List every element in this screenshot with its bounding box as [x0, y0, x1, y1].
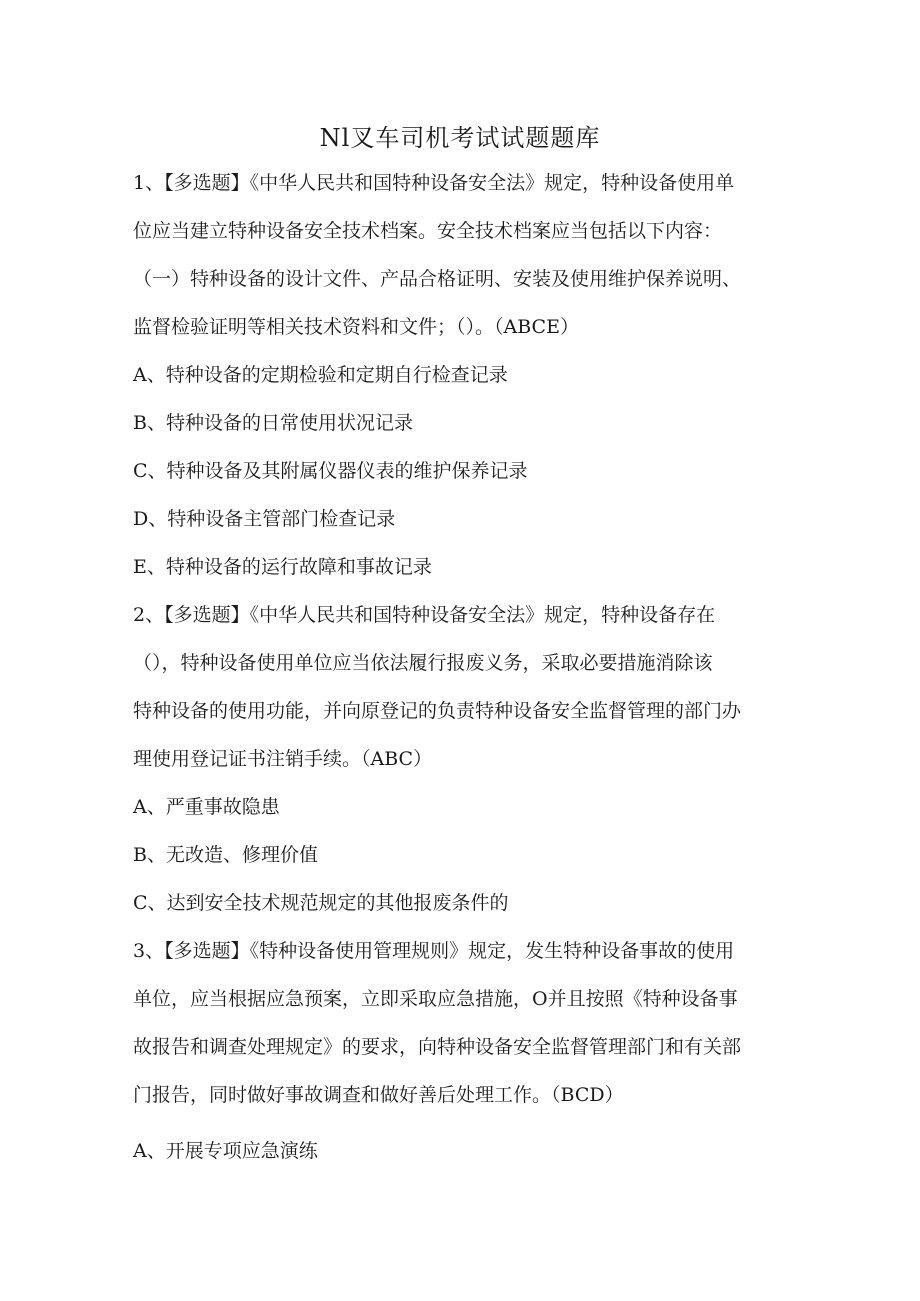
- q1-line-2: 位应当建立特种设备安全技术档案。安全技术档案应当包括以下内容：: [133, 220, 723, 242]
- q1-option-e: E、特种设备的运行故障和事故记录: [133, 556, 432, 578]
- document-title: Nl叉车司机考试试题题库: [319, 124, 601, 152]
- q3-line-2: 单位，应当根据应急预案，立即采取应急措施，O并且按照《特种设备事: [133, 988, 738, 1010]
- q2-option-b: B、无改造、修理价值: [133, 844, 318, 866]
- q2-option-c: C、达到安全技术规范规定的其他报废条件的: [133, 892, 509, 914]
- q1-line-3: （一）特种设备的设计文件、产品合格证明、安装及使用维护保养说明、: [133, 268, 742, 290]
- q2-line-4: 理使用登记证书注销手续。（ABC）: [133, 748, 433, 770]
- q3-line-3: 故报告和调查处理规定》的要求，向特种设备安全监督管理部门和有关部: [133, 1036, 742, 1058]
- q3-line-1: 3、【多选题】《特种设备使用管理规则》规定，发生特种设备事故的使用: [133, 940, 735, 962]
- q1-option-b: B、特种设备的日常使用状况记录: [133, 412, 413, 434]
- q1-option-c: C、特种设备及其附属仪器仪表的维护保养记录: [133, 460, 528, 482]
- q2-line-2: （），特种设备使用单位应当依法履行报废义务，采取必要措施消除该: [133, 652, 713, 674]
- q2-line-3: 特种设备的使用功能，并向原登记的负责特种设备安全监督管理的部门办: [133, 700, 742, 722]
- q3-option-a: A、开展专项应急演练: [133, 1140, 318, 1162]
- q1-line-1: 1、【多选题】《中华人民共和国特种设备安全法》规定，特种设备使用单: [133, 172, 735, 194]
- q2-option-a: A、严重事故隐患: [133, 796, 280, 818]
- q1-option-a: A、特种设备的定期检验和定期自行检查记录: [133, 364, 508, 386]
- q3-line-4: 门报告，同时做好事故调查和做好善后处理工作。（BCD）: [133, 1084, 624, 1106]
- q1-option-d: D、特种设备主管部门检查记录: [133, 508, 396, 530]
- q1-line-4: 监督检验证明等相关技术资料和文件；（）。（ABCE）: [133, 316, 579, 338]
- q2-line-1: 2、【多选题】《中华人民共和国特种设备安全法》规定，特种设备存在: [133, 604, 716, 626]
